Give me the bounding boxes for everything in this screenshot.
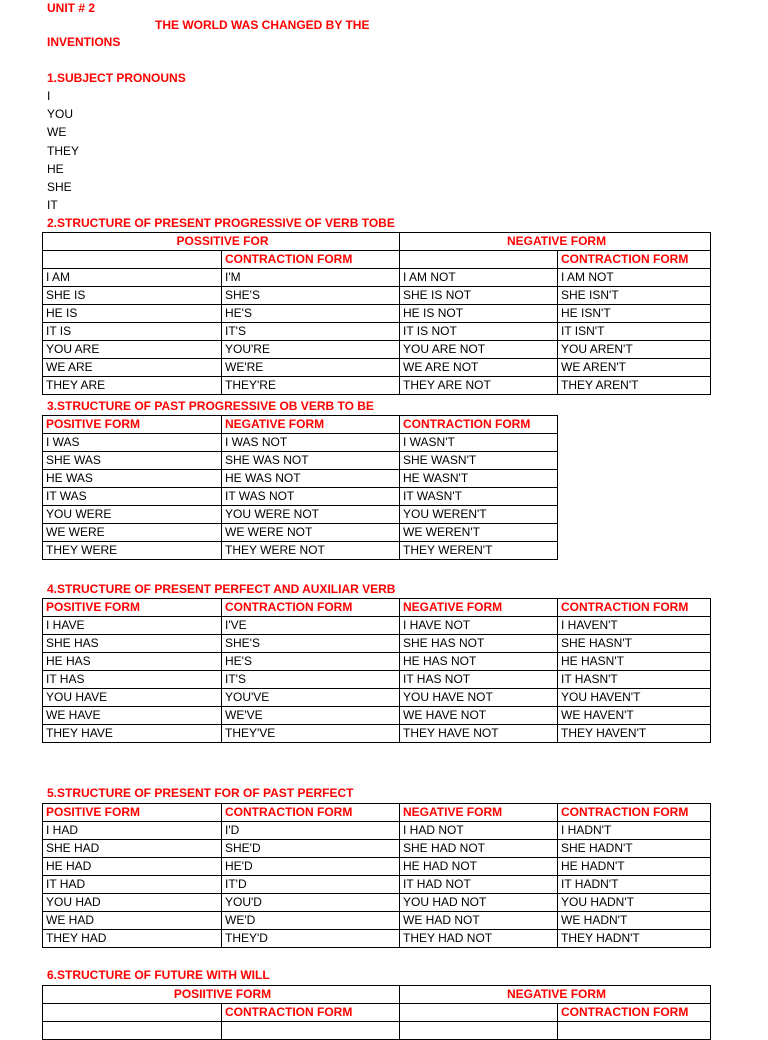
unit-label: UNIT # 2: [47, 1, 96, 15]
table-cell: SHE HADN'T: [558, 840, 711, 858]
table-cell: WE'VE: [222, 707, 400, 725]
table-cell: [222, 1022, 400, 1040]
table-cell: THEY AREN'T: [558, 377, 711, 395]
table-cell: HE WAS NOT: [222, 470, 400, 488]
table-cell: HE IS NOT: [400, 305, 558, 323]
table-header-row: [43, 986, 711, 1004]
table-cell: SHE WASN'T: [400, 452, 558, 470]
table-cell: I HAD NOT: [400, 822, 558, 840]
table-cell: [400, 1022, 558, 1040]
table-row: [43, 488, 558, 506]
table-cell: WE HADN'T: [558, 912, 711, 930]
table-cell: IT WASN'T: [400, 488, 558, 506]
pronoun-item: WE: [47, 125, 67, 139]
table-cell: I HAD: [43, 822, 222, 840]
table-row: [43, 876, 711, 894]
table-row: [43, 635, 711, 653]
table-header-row: [43, 599, 711, 617]
table-cell: IT'D: [222, 876, 400, 894]
table-cell: THEY'RE: [222, 377, 400, 395]
table-cell: HE IS: [43, 305, 222, 323]
table-cell: THEY'D: [222, 930, 400, 948]
table-row: [43, 689, 711, 707]
table-cell: YOU HAVEN'T: [558, 689, 711, 707]
table-cell: WE WERE NOT: [222, 524, 400, 542]
contraction-form-header: CONTRACTION FORM: [558, 599, 711, 617]
table-cell: SHE HAD NOT: [400, 840, 558, 858]
table-row: [43, 707, 711, 725]
table-cell: YOU AREN'T: [558, 341, 711, 359]
table-row: [43, 287, 711, 305]
positive-group-header: POSIITIVE FORM: [43, 986, 400, 1004]
table-row: [43, 269, 711, 287]
table-cell: I HADN'T: [558, 822, 711, 840]
table-cell: [43, 1022, 222, 1040]
table-cell: IT ISN'T: [558, 323, 711, 341]
table-cell: HE HADN'T: [558, 858, 711, 876]
table-row: [43, 912, 711, 930]
table-cell: I HAVEN'T: [558, 617, 711, 635]
table-cell: I WAS NOT: [222, 434, 400, 452]
empty-cell: [400, 1004, 558, 1022]
table-cell: YOU HAD NOT: [400, 894, 558, 912]
table-row: [43, 822, 711, 840]
table-cell: WE ARE NOT: [400, 359, 558, 377]
table-row: [43, 470, 558, 488]
table-cell: [558, 1022, 711, 1040]
negative-form-header: NEGATIVE FORM: [222, 416, 400, 434]
present-perfect-table: [42, 598, 711, 743]
negative-group-header: NEGATIVE FORM: [400, 233, 711, 251]
pronoun-item: SHE: [47, 180, 72, 194]
table-cell: SHE IS: [43, 287, 222, 305]
table-cell: WE HAVE NOT: [400, 707, 558, 725]
table-cell: SHE HAD: [43, 840, 222, 858]
table-cell: IT HAS NOT: [400, 671, 558, 689]
table-cell: WE AREN'T: [558, 359, 711, 377]
table-cell: THEY HAVE: [43, 725, 222, 743]
negative-form-header: NEGATIVE FORM: [400, 804, 558, 822]
table-cell: I'VE: [222, 617, 400, 635]
table-cell: THEY WEREN'T: [400, 542, 558, 560]
table-subheader-row: [43, 1004, 711, 1022]
table-row: [43, 434, 558, 452]
table-cell: SHE ISN'T: [558, 287, 711, 305]
table-cell: IT WAS NOT: [222, 488, 400, 506]
table-cell: WE HAD NOT: [400, 912, 558, 930]
table-cell: WE HAVE: [43, 707, 222, 725]
table-cell: YOU'D: [222, 894, 400, 912]
section-title-future-will: 6.STRUCTURE OF FUTURE WITH WILL: [47, 968, 270, 982]
table-row: [43, 506, 558, 524]
pronoun-item: I: [47, 89, 51, 103]
contraction-form-header: CONTRACTION FORM: [222, 804, 400, 822]
section-title-past-perfect: 5.STRUCTURE OF PRESENT FOR OF PAST PERFECT: [47, 786, 354, 800]
table-cell: IT HADN'T: [558, 876, 711, 894]
table-cell: IT'S: [222, 323, 400, 341]
table-cell: SHE WAS NOT: [222, 452, 400, 470]
table-row: [43, 377, 711, 395]
table-cell: HE HAS NOT: [400, 653, 558, 671]
table-row: [43, 524, 558, 542]
table-cell: IT IS NOT: [400, 323, 558, 341]
table-cell: IT HAS: [43, 671, 222, 689]
table-cell: I'D: [222, 822, 400, 840]
contraction-form-header: CONTRACTION FORM: [558, 804, 711, 822]
table-cell: HE ISN'T: [558, 305, 711, 323]
table-cell: I AM NOT: [558, 269, 711, 287]
table-cell: THEY'VE: [222, 725, 400, 743]
table-cell: I'M: [222, 269, 400, 287]
section-title-present-perfect: 4.STRUCTURE OF PRESENT PERFECT AND AUXILIAR VERB: [47, 582, 396, 596]
past-perfect-table: [42, 803, 711, 948]
table-row: [43, 1022, 711, 1040]
table-cell: SHE WAS: [43, 452, 222, 470]
table-cell: IT HASN'T: [558, 671, 711, 689]
table-cell: THEY HAVE NOT: [400, 725, 558, 743]
table-cell: THEY WERE: [43, 542, 222, 560]
table-header-row: [43, 804, 711, 822]
table-cell: SHE'S: [222, 635, 400, 653]
table-row: [43, 858, 711, 876]
table-row: [43, 653, 711, 671]
document-title: THE WORLD WAS CHANGED BY THE: [155, 18, 370, 32]
table-cell: HE HASN'T: [558, 653, 711, 671]
table-row: [43, 542, 558, 560]
table-cell: WE ARE: [43, 359, 222, 377]
table-row: [43, 341, 711, 359]
positive-form-header: POSITIVE FORM: [43, 416, 222, 434]
table-cell: I AM NOT: [400, 269, 558, 287]
negative-group-header: NEGATIVE FORM: [400, 986, 711, 1004]
table-row: [43, 671, 711, 689]
empty-cell: [43, 251, 222, 269]
document-title-continued: INVENTIONS: [47, 35, 121, 49]
table-cell: YOU HAD: [43, 894, 222, 912]
table-cell: IT HAD: [43, 876, 222, 894]
past-progressive-table: [42, 415, 558, 560]
table-row: [43, 930, 711, 948]
table-cell: YOU ARE NOT: [400, 341, 558, 359]
table-cell: IT HAD NOT: [400, 876, 558, 894]
positive-form-header: POSITIVE FORM: [43, 599, 222, 617]
table-header-row: [43, 416, 558, 434]
table-cell: YOU HAVE NOT: [400, 689, 558, 707]
table-cell: SHE'D: [222, 840, 400, 858]
table-row: [43, 894, 711, 912]
table-cell: WE'RE: [222, 359, 400, 377]
positive-form-header: POSITIVE FORM: [43, 804, 222, 822]
table-cell: HE'D: [222, 858, 400, 876]
table-cell: THEY WERE NOT: [222, 542, 400, 560]
section-title-subject-pronouns: 1.SUBJECT PRONOUNS: [47, 71, 186, 85]
contraction-header: CONTRACTION FORM: [558, 1004, 711, 1022]
pronoun-item: IT: [47, 198, 58, 212]
table-cell: YOU WERE NOT: [222, 506, 400, 524]
section-title-present-progressive: 2.STRUCTURE OF PRESENT PROGRESSIVE OF VERB TOBE: [47, 216, 395, 230]
contraction-header: CONTRACTION FORM: [222, 1004, 400, 1022]
table-row: [43, 305, 711, 323]
table-cell: YOU WEREN'T: [400, 506, 558, 524]
table-cell: HE WASN'T: [400, 470, 558, 488]
table-cell: YOU HAVE: [43, 689, 222, 707]
contraction-form-header: CONTRACTION FORM: [222, 599, 400, 617]
table-cell: WE WEREN'T: [400, 524, 558, 542]
table-cell: WE HAD: [43, 912, 222, 930]
table-cell: YOU'RE: [222, 341, 400, 359]
empty-cell: [400, 251, 558, 269]
positive-group-header: POSSITIVE FOR: [43, 233, 400, 251]
table-cell: YOU'VE: [222, 689, 400, 707]
table-cell: THEY HAD NOT: [400, 930, 558, 948]
table-cell: HE'S: [222, 653, 400, 671]
empty-cell: [43, 1004, 222, 1022]
table-cell: I WASN'T: [400, 434, 558, 452]
table-cell: SHE HAS: [43, 635, 222, 653]
table-cell: YOU HADN'T: [558, 894, 711, 912]
pronoun-item: THEY: [47, 144, 80, 158]
negative-form-header: NEGATIVE FORM: [400, 599, 558, 617]
table-cell: HE'S: [222, 305, 400, 323]
table-row: [43, 452, 558, 470]
table-cell: I AM: [43, 269, 222, 287]
table-cell: SHE IS NOT: [400, 287, 558, 305]
table-cell: SHE'S: [222, 287, 400, 305]
table-row: [43, 617, 711, 635]
present-progressive-table: [42, 232, 711, 395]
table-cell: I WAS: [43, 434, 222, 452]
contraction-header: CONTRACTION FORM: [558, 251, 711, 269]
future-will-table: [42, 985, 711, 1040]
table-cell: WE WERE: [43, 524, 222, 542]
pronoun-item: HE: [47, 162, 64, 176]
table-header-row: [43, 233, 711, 251]
table-cell: YOU WERE: [43, 506, 222, 524]
table-cell: THEY HAD: [43, 930, 222, 948]
contraction-header: CONTRACTION FORM: [222, 251, 400, 269]
table-cell: THEY ARE: [43, 377, 222, 395]
table-cell: HE HAD: [43, 858, 222, 876]
table-cell: SHE HAS NOT: [400, 635, 558, 653]
table-cell: HE HAS: [43, 653, 222, 671]
table-row: [43, 725, 711, 743]
pronoun-item: YOU: [47, 107, 74, 121]
contraction-form-header: CONTRACTION FORM: [400, 416, 558, 434]
table-cell: IT WAS: [43, 488, 222, 506]
table-cell: WE'D: [222, 912, 400, 930]
table-cell: I HAVE: [43, 617, 222, 635]
table-cell: HE WAS: [43, 470, 222, 488]
table-cell: IT'S: [222, 671, 400, 689]
table-row: [43, 840, 711, 858]
table-row: [43, 359, 711, 377]
table-cell: THEY HAVEN'T: [558, 725, 711, 743]
table-cell: THEY HADN'T: [558, 930, 711, 948]
table-cell: WE HAVEN'T: [558, 707, 711, 725]
table-cell: YOU ARE: [43, 341, 222, 359]
table-cell: HE HAD NOT: [400, 858, 558, 876]
table-cell: THEY ARE NOT: [400, 377, 558, 395]
table-row: [43, 323, 711, 341]
section-title-past-progressive: 3.STRUCTURE OF PAST PROGRESSIVE OB VERB TO BE: [47, 399, 374, 413]
table-subheader-row: [43, 251, 711, 269]
table-cell: I HAVE NOT: [400, 617, 558, 635]
table-cell: IT IS: [43, 323, 222, 341]
table-cell: SHE HASN'T: [558, 635, 711, 653]
